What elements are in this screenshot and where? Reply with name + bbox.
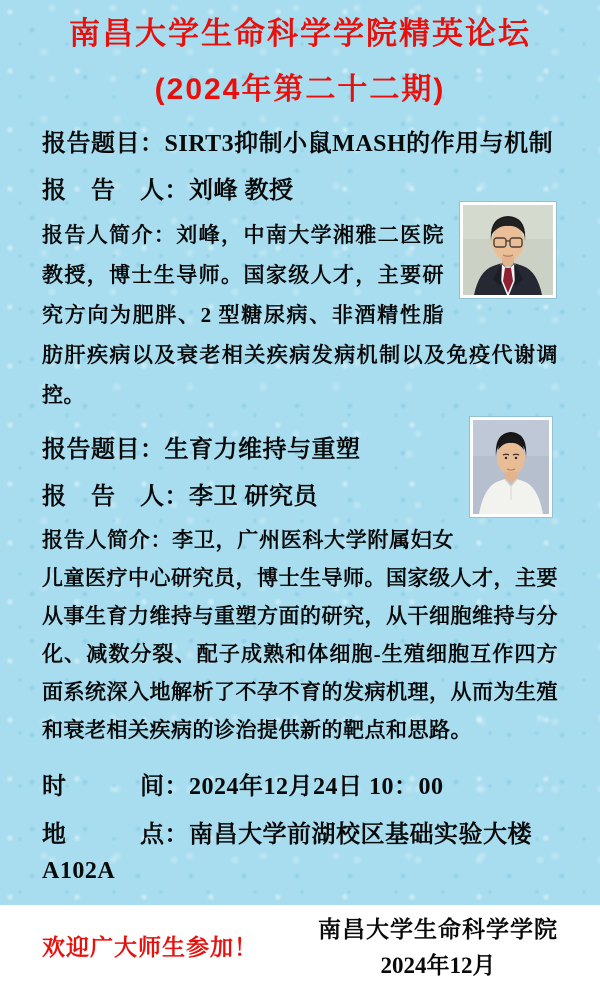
- talk2-speaker-name: 李卫 研究员: [189, 484, 318, 510]
- time-label: 时 间：: [42, 774, 189, 800]
- talk1-title-label: 报告题目：: [42, 131, 165, 157]
- talk1-title: SIRT3抑制小鼠MASH的作用与机制: [164, 131, 554, 157]
- poster-title: 南昌大学生命科学学院精英论坛: [69, 16, 531, 51]
- talk1-speaker-name: 刘峰 教授: [189, 178, 294, 204]
- footer-date: 2024年12月: [380, 953, 496, 978]
- time-value: 2024年12月24日 10：00: [189, 774, 444, 800]
- poster-footer: [42, 915, 558, 981]
- portrait-man-glasses-dark-suit-red-tie-illustration: [463, 205, 553, 295]
- signoff-block: [318, 915, 558, 981]
- place-label: 地 点：: [42, 822, 189, 848]
- organizer-name: 南昌大学生命科学学院: [318, 917, 558, 942]
- talk1-speaker-label: 报 告 人：: [42, 178, 189, 204]
- issue-number: (2024年第二十二期): [154, 73, 446, 106]
- portrait-man-white-polo-illustration: [473, 420, 549, 514]
- talk2-speaker-label: 报 告 人：: [42, 484, 189, 510]
- talk-section-2: [42, 433, 558, 749]
- speaker2-photo: [470, 417, 552, 517]
- talk1-speaker-bio: 报告人简介：刘峰，中南大学湘雅二医院教授，博士生导师。国家级人才，主要研究方向为肥胖、2 型糖尿病、非酒精性脂肪肝疾病以及衰老相关疾病发病机制以及免疫代谢调控。: [42, 223, 558, 407]
- speaker1-photo: [460, 202, 556, 298]
- time-row: [42, 769, 558, 805]
- talk1-title-line: [42, 127, 558, 162]
- place-value: 南昌大学前湖校区基础实验大楼A102A: [42, 822, 532, 884]
- place-row: [42, 817, 558, 889]
- welcome-text: 欢迎广大师生参加！: [42, 934, 258, 960]
- talk-section-1: [42, 127, 558, 415]
- talk2-speaker-bio: 报告人简介：李卫，广州医科大学附属妇女儿童医疗中心研究员，博士生导师。国家级人才，主要从事生育力维持与重塑方面的研究，从干细胞维持与分化、减数分裂、配子成熟和体细胞-生殖细胞互作四方面系统深入地解析了不孕不育的发病机理，从而为生殖和衰老相关疾病的诊治提供新的靶点和思路。: [42, 528, 558, 742]
- talk2-title-label: 报告题目：: [42, 437, 165, 463]
- talk2-title: 生育力维持与重塑: [164, 437, 361, 463]
- schedule-block: [42, 769, 558, 889]
